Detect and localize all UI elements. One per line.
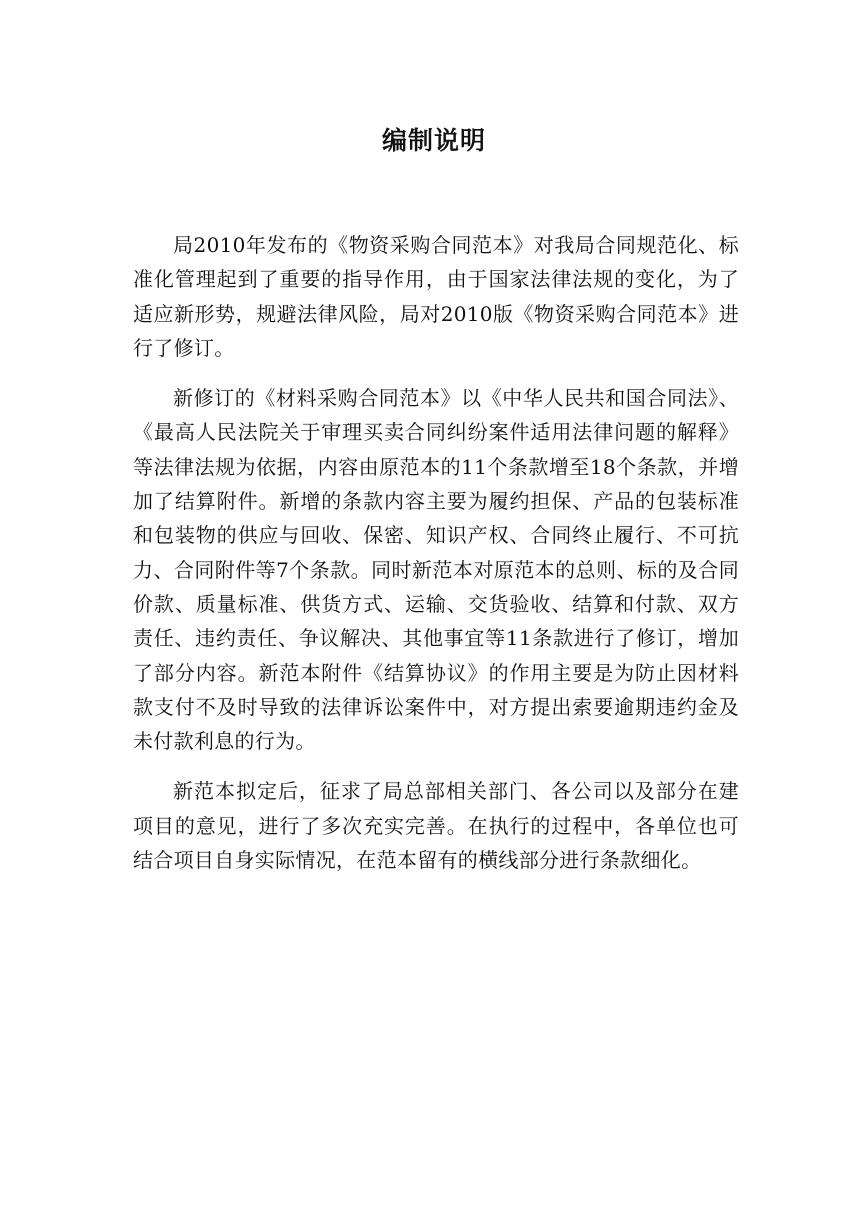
document-body [133, 228, 739, 893]
paragraph-1: 局2010年发布的《物资采购合同范本》对我局合同规范化、标准化管理起到了重要的指导作用，由于国家法律法规的变化，为了适应新形势，规避法律风险，局对2010版《物资采购合同范本》进行了修订。 [133, 233, 739, 360]
paragraph-2: 新修订的《材料采购合同范本》以《中华人民共和国合同法》、《最高人民法院关于审理买卖合同纠纷案件适用法律问题的解释》等法律法规为依据，内容由原范本的11个条款增至18个条款，并增加了结算附件。新增的条款内容主要为履约担保、产品的包装标准和包装物的供应与回收、保密、知识产权、合同终止履行、不可抗力、合同附件等7个条款。同时新范本对原范本的总则、标的及合同价款、质量标准、供货方式、运输、交货验收、结算和付款、双方责任、违约责任、争议解决、其他事宜等11条款进行了修订，增加了部分内容。新范本附件《结算协议》的作用主要是为防止因材料款支付不及时导致的法律诉讼案件中，对方提出索要逾期违约金及未付款利息的行为。 [133, 386, 739, 754]
paragraph-3: 新范本拟定后，征求了局总部相关部门、各公司以及部分在建项目的意见，进行了多次充实完善。在执行的过程中，各单位也可结合项目自身实际情况，在范本留有的横线部分进行条款细化。 [133, 779, 739, 873]
document-title: 编制说明 [381, 126, 486, 155]
